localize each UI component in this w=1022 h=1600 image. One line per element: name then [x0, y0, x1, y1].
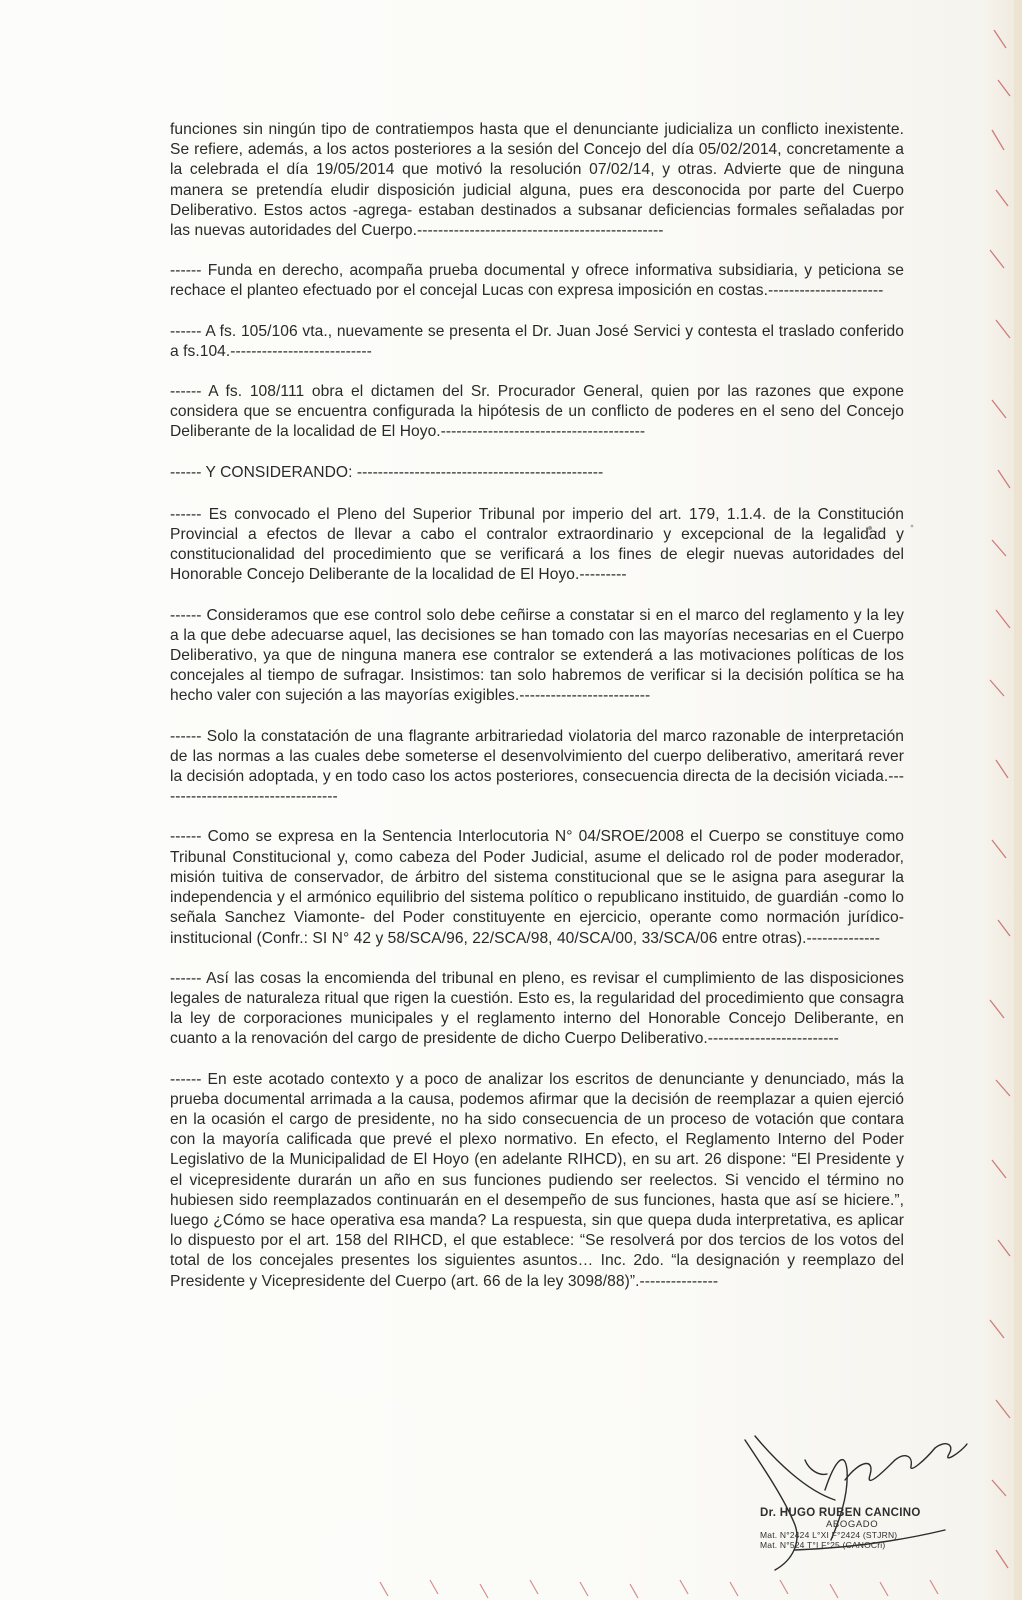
document-body: [170, 120, 904, 1312]
lawyer-stamp: [760, 1507, 960, 1550]
paragraph-6: ------ Es convocado el Pleno del Superior Tribunal por imperio del art. 179, 1.1.4. de la Constitución Provincial a efectos de llevar a cabo el contralor extraordinario y excepcional de la legalidad y constitucionalidad del procedimiento que se verificará a los fines de elegir nuevas autoridades del Honorable Concejo Deliberante de la localidad de El Hoyo.---------: [170, 505, 904, 584]
paragraph-4: ------ A fs. 108/111 obra el dictamen del Sr. Procurador General, quien por las razones que expone considera que se encuentra configurada la hipótesis de un conflicto de poderes en el seno del Concejo Deliberante de la localidad de El Hoyo.---------------------------------------: [170, 383, 904, 441]
paragraph-1: funciones sin ningún tipo de contratiempos hasta que el denunciante judicializa un conflicto inexistente. Se refiere, además, a los actos posteriores a la sesión del Concejo del día 05/02/2014, concretamente a la celebrada el día 19/05/2014 que motivó la resolución 07/02/14, y otras. Advierte que de ninguna manera se pretendía eludir disposición judicial alguna, pues era desconocida por parte del Cuerpo Deliberativo. Estos actos -agrega- estaban destinados a subsanar deficiencias formales señaladas por las nuevas autoridades del Cuerpo.-----------------------------------------------: [170, 121, 904, 240]
paragraph-7: ------ Consideramos que ese control solo debe ceñirse a constatar si en el marco del reglamento y la ley a la que debe adecuarse aquel, las decisiones se han tomado con las mayorías necesarias en el Cuerpo Deliberativo, ya que de ninguna manera ese contralor se extenderá a las motivaciones políticas de los concejales al tiempo de sufragar. Insistimos: tan solo habremos de verificar si la decisión política se ha hecho valer con sujeción a las mayorías exigibles.-------------------------: [170, 606, 904, 705]
stamp-title: ABOGADO: [826, 1519, 879, 1530]
paragraph-3: ------ A fs. 105/106 vta., nuevamente se presenta el Dr. Juan José Servici y contesta el traslado conferido a fs.104.---------------------------: [170, 322, 904, 360]
stamp-matricula-1: Mat. N°2424 L°XI F°2424 (STJRN): [760, 1530, 898, 1540]
paragraph-8: ------ Solo la constatación de una flagrante arbitrariedad violatoria del marco razonable de interpretación de las normas a las cuales debe someterse el desenvolvimiento del cuerpo deliberativo, ameritará rever la decisión adoptada, y en todo caso los actos posteriores, consecuencia directa de la decisión viciada.-----------------------------------: [170, 727, 904, 806]
paragraph-11: ------ En este acotado contexto y a poco de analizar los escritos de denunciante y denunciado, más la prueba documental arrimada a la causa, podemos afirmar que la decisión de reemplazar a quien ejerció en la ocasión el cargo de presidente, no ha sido consecuencia de un proceso de votación que contara con la mayoría calificada que prevé el plexo normativo. En efecto, el Reglamento Interno del Poder Legislativo de la Municipalidad de El Hoyo (en adelante RIHCD), en su art. 26 dispone: “El Presidente y el vicepresidente durarán un año en sus funciones pudiendo ser reelectos. Si vencido el término no hubiesen sido reemplazados continuarán en el desempeño de sus funciones, hasta que así se hiciere.”, luego ¿Cómo se hace operativa esa manda? La respuesta, sin que quepa duda interpretativa, es aplicar lo dispuesto por el art. 158 del RIHCD, el que establece: “Se resolverá por dos tercios de los votos del total de los concejales presentes los siguientes asuntos… Inc. 2do. “la designación y reemplazo del Presidente y Vicepresidente del Cuerpo (art. 66 de la ley 3098/88)”.---------------: [170, 1070, 904, 1290]
paragraph-10: ------ Así las cosas la encomienda del tribunal en pleno, es revisar el cumplimiento de las disposiciones legales de naturaleza ritual que rigen la cuestión. Esto es, la regularidad del procedimiento que consagra la ley de corporaciones municipales y el reglamento interno del Honorable Concejo Deliberante, en cuanto a la renovación del cargo de presidente de dicho Cuerpo Deliberativo.-------------------------: [170, 969, 904, 1048]
stamp-matricula-2: Mat. N°524 T°I F°25 (CANOCri): [760, 1540, 886, 1550]
paper-edge-marks: [976, 0, 1022, 1600]
paragraph-9: ------ Como se expresa en la Sentencia Interlocutoria N° 04/SROE/2008 el Cuerpo se constituye como Tribunal Constitucional y, como cabeza del Poder Judicial, asume el delicado rol de poder moderador, misión tuitiva de conservador, de árbitro del sistema constitucional que se le asigna para asegurar la independencia y el armónico equilibrio del sistema político o republicano instituido, de guardián -como lo señala Sanchez Viamonte- del Poder constituyente en ejercicio, operante como normación jurídico-institucional (Confr.: SI N° 42 y 58/SCA/96, 22/SCA/98, 40/SCA/00, 33/SCA/06 entre otras).--------------: [170, 828, 904, 947]
stamp-name: Dr. HUGO RUBEN CANCINO: [760, 1507, 921, 1519]
paragraph-2: ------ Funda en derecho, acompaña prueba documental y ofrece informativa subsidiaria, y peticiona se rechace el planteo efectuado por el concejal Lucas con expresa imposición en costas.----------------------: [170, 262, 904, 300]
handwritten-signature: [735, 1430, 975, 1580]
considerando-heading: ------ Y CONSIDERANDO: -----------------------------------------------: [170, 463, 604, 481]
